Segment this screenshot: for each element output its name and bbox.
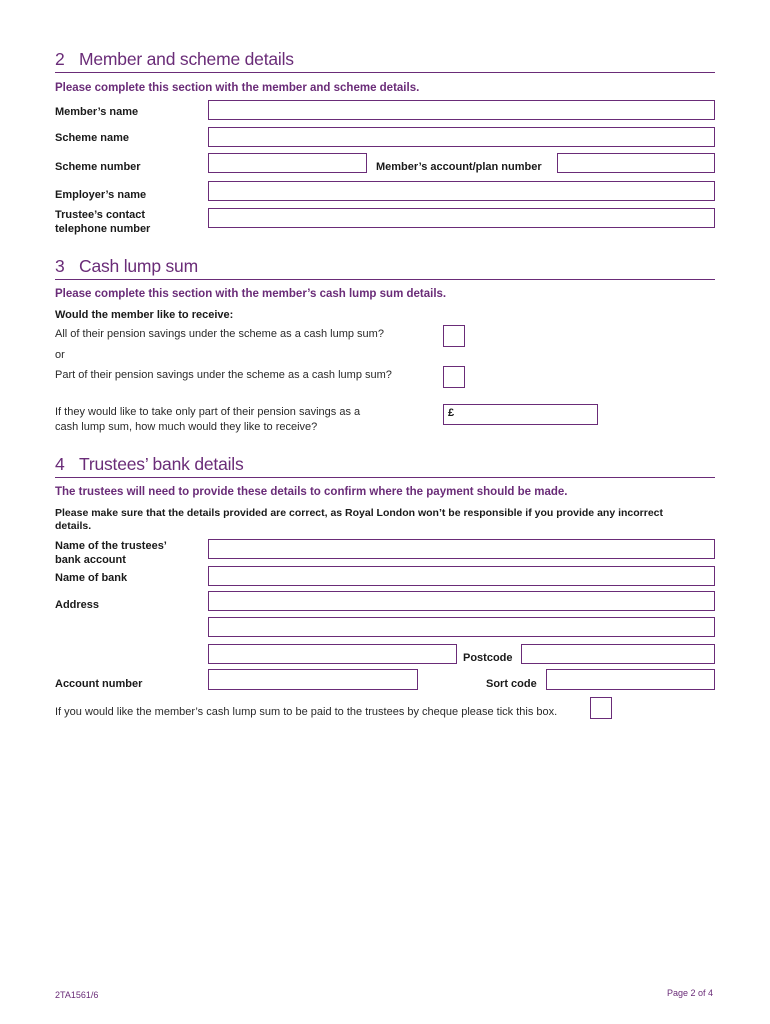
option-part-checkbox[interactable] [443,366,465,388]
address-line2-field[interactable] [208,617,715,637]
pound-sign: £ [448,407,455,419]
section-4-heading [55,454,715,478]
amount-field[interactable] [443,404,598,425]
receive-question: Would the member like to receive: [55,309,234,321]
trustee-phone-label-line1: Trustee’s contact [55,209,146,221]
account-name-field[interactable] [208,539,715,559]
sort-code-field[interactable] [546,669,715,690]
section-4-number: 4 [55,454,65,474]
section-4-intro: The trustees will need to provide these details to confirm where the payment should be made. [55,486,568,498]
section-3-number: 3 [55,256,65,276]
postcode-label: Postcode [463,652,513,664]
cheque-option-text: If you would like the member’s cash lump sum to be paid to the trustees by cheque please tick this box. [55,706,558,718]
employer-name-label: Employer’s name [55,189,147,201]
sort-code-label: Sort code [486,678,537,690]
bank-name-field[interactable] [208,566,715,586]
trustee-phone-label-line2: telephone number [55,223,151,235]
address-label: Address [55,599,100,611]
option-all-text: All of their pension savings under the scheme as a cash lump sum? [55,328,384,340]
account-number-field[interactable] [208,669,418,690]
section-2-heading [55,49,715,73]
address-line1-field[interactable] [208,591,715,611]
section-3-title: Cash lump sum [79,256,198,276]
scheme-number-label: Scheme number [55,161,141,173]
section-4-title: Trustees’ bank details [79,454,244,474]
section-2-number: 2 [55,49,65,69]
account-name-label-line1: Name of the trustees’ [55,540,167,552]
section-2-title: Member and scheme details [79,49,294,69]
amount-question-line2: cash lump sum, how much would they like to receive? [55,421,318,433]
amount-question-line1: If they would like to take only part of their pension savings as a [55,406,361,418]
bank-details-warning-line2: details. [55,520,92,532]
account-plan-number-field[interactable] [557,153,715,173]
postcode-field[interactable] [521,644,715,664]
section-2-intro: Please complete this section with the member and scheme details. [55,82,420,94]
section-3-heading [55,256,715,280]
address-line3-field[interactable] [208,644,457,664]
scheme-name-label: Scheme name [55,132,129,144]
section-3-intro: Please complete this section with the member’s cash lump sum details. [55,288,447,300]
scheme-name-field[interactable] [208,127,715,147]
bank-details-warning-line1: Please make sure that the details provided are correct, as Royal London won’t be responsible if you provide any incorrect [55,507,664,519]
option-part-text: Part of their pension savings under the scheme as a cash lump sum? [55,369,392,381]
member-name-field[interactable] [208,100,715,120]
or-text: or [55,349,65,361]
account-plan-number-label: Member’s account/plan number [376,161,542,173]
member-name-label: Member’s name [55,106,139,118]
employer-name-field[interactable] [208,181,715,201]
account-name-label-line2: bank account [55,554,126,566]
cheque-checkbox[interactable] [590,697,612,719]
account-number-label: Account number [55,678,143,690]
scheme-number-field[interactable] [208,153,367,173]
option-all-checkbox[interactable] [443,325,465,347]
bank-name-label: Name of bank [55,572,128,584]
trustee-phone-field[interactable] [208,208,715,228]
form-code: 2TA1561/6 [55,990,99,1000]
page-number: Page 2 of 4 [667,988,714,998]
